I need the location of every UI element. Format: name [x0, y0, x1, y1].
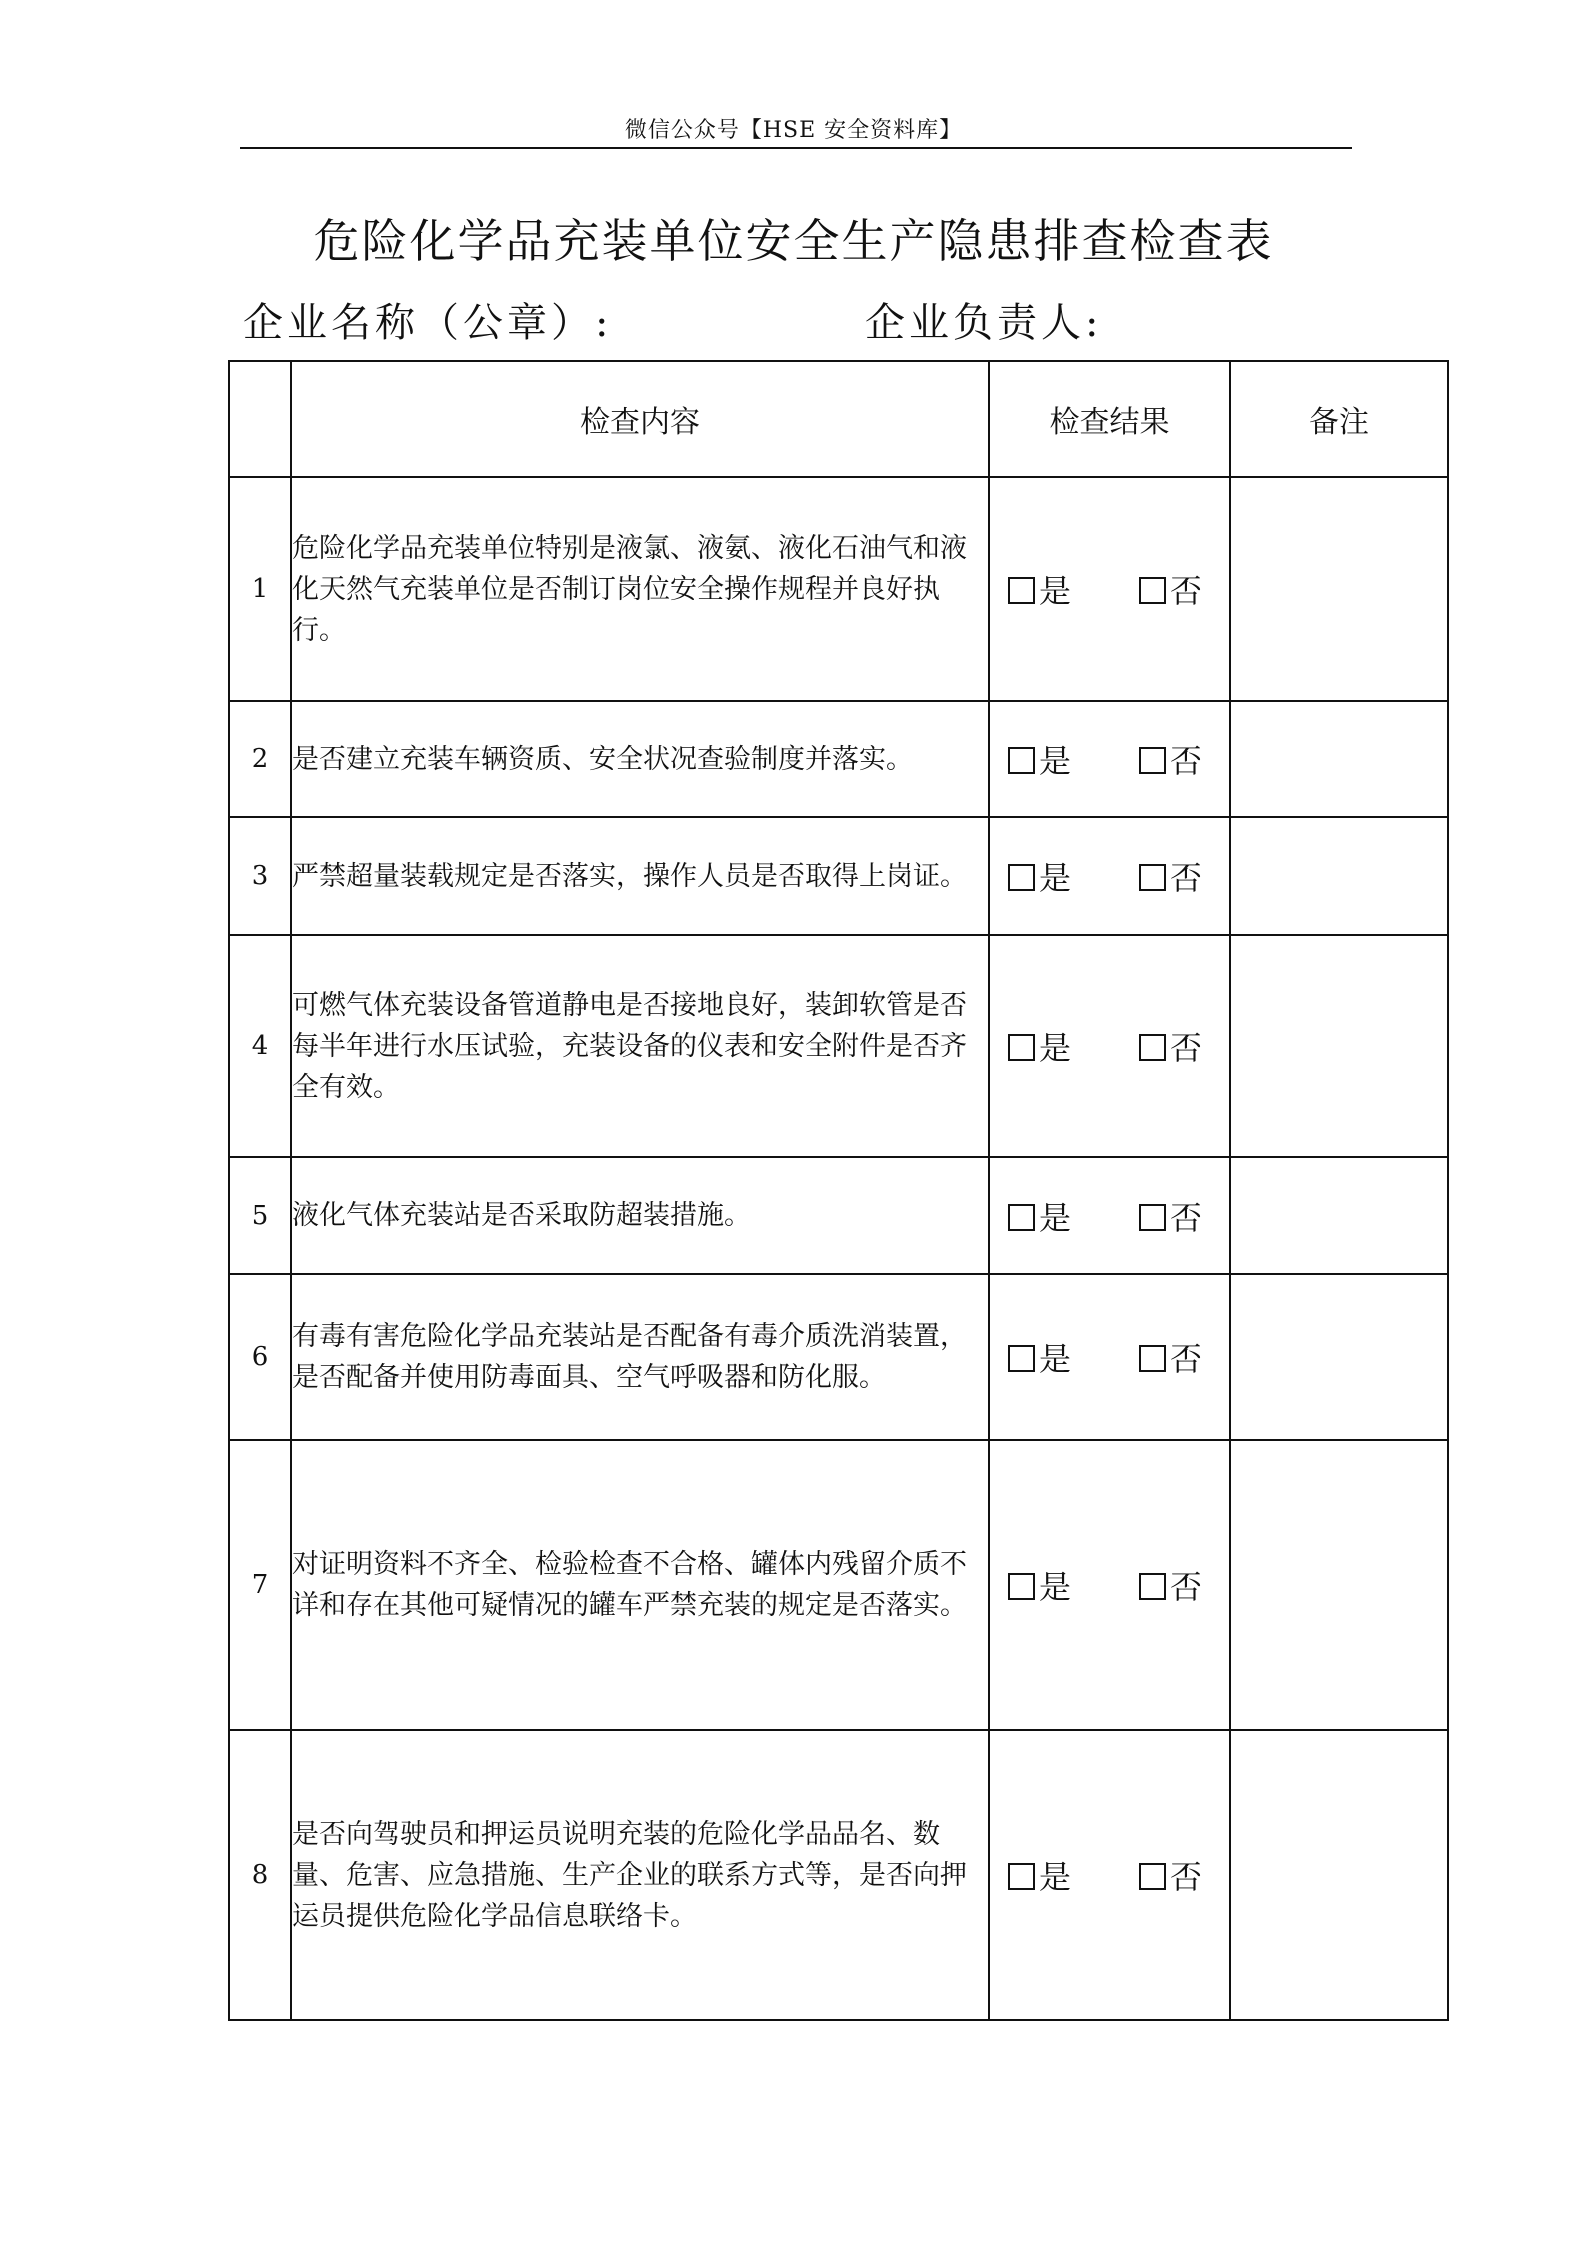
- no-label: 否: [1170, 572, 1203, 610]
- row-number: 2: [229, 701, 291, 817]
- yes-label: 是: [1039, 1340, 1072, 1378]
- row-content: 是否向驾驶员和押运员说明充装的危险化学品品名、数量、危害、应急措施、生产企业的联系方式等，是否向押运员提供危险化学品信息联络卡。: [291, 1730, 989, 2020]
- header-result: 检查结果: [989, 361, 1230, 477]
- row-remark[interactable]: [1230, 817, 1448, 935]
- row-number: 5: [229, 1157, 291, 1274]
- yes-label: 是: [1039, 1029, 1072, 1067]
- row-number: 6: [229, 1274, 291, 1440]
- yes-option[interactable]: [1004, 1562, 1071, 1608]
- yes-checkbox[interactable]: [1008, 1573, 1035, 1600]
- table-row: [229, 477, 1448, 701]
- no-option[interactable]: [1135, 1562, 1202, 1608]
- no-label: 否: [1170, 1029, 1203, 1067]
- yes-option[interactable]: [1004, 1852, 1071, 1898]
- no-checkbox[interactable]: [1139, 1863, 1166, 1890]
- row-result: [989, 1157, 1230, 1274]
- row-number: 4: [229, 935, 291, 1157]
- no-label: 否: [1170, 1568, 1203, 1606]
- no-label: 否: [1170, 1340, 1203, 1378]
- row-result: [989, 817, 1230, 935]
- no-option[interactable]: [1135, 853, 1202, 899]
- yes-checkbox[interactable]: [1008, 577, 1035, 604]
- table-row: [229, 1157, 1448, 1274]
- table-row: [229, 935, 1448, 1157]
- yes-checkbox[interactable]: [1008, 747, 1035, 774]
- no-checkbox[interactable]: [1139, 577, 1166, 604]
- no-checkbox[interactable]: [1139, 747, 1166, 774]
- yes-option[interactable]: [1004, 1023, 1071, 1069]
- table-row: [229, 701, 1448, 817]
- no-label: 否: [1170, 859, 1203, 897]
- row-result: [989, 1274, 1230, 1440]
- row-content: 是否建立充装车辆资质、安全状况查验制度并落实。: [291, 701, 989, 817]
- no-label: 否: [1170, 1858, 1203, 1896]
- no-option[interactable]: [1135, 1334, 1202, 1380]
- no-label: 否: [1170, 742, 1203, 780]
- yes-label: 是: [1039, 742, 1072, 780]
- yes-checkbox[interactable]: [1008, 1345, 1035, 1372]
- row-result: [989, 477, 1230, 701]
- yes-option[interactable]: [1004, 1193, 1071, 1239]
- yes-label: 是: [1039, 1198, 1072, 1237]
- header-rule: [240, 147, 1352, 149]
- row-result: [989, 1730, 1230, 2020]
- row-remark[interactable]: [1230, 1440, 1448, 1730]
- row-result: [989, 701, 1230, 817]
- yes-label: 是: [1039, 572, 1072, 610]
- row-result: [989, 1440, 1230, 1730]
- header-content: 检查内容: [291, 361, 989, 477]
- yes-checkbox[interactable]: [1008, 1204, 1035, 1231]
- company-leader-label: 企业负责人:: [865, 300, 1103, 346]
- yes-checkbox[interactable]: [1008, 864, 1035, 891]
- table-row: [229, 1440, 1448, 1730]
- company-name-label: 企业名称（公章）:: [243, 300, 613, 346]
- table-header-row: [229, 361, 1448, 477]
- row-result: [989, 935, 1230, 1157]
- inspection-table: [228, 360, 1449, 2021]
- yes-option[interactable]: [1004, 566, 1071, 612]
- row-content: 液化气体充装站是否采取防超装措施。: [291, 1157, 989, 1274]
- no-checkbox[interactable]: [1139, 864, 1166, 891]
- yes-label: 是: [1039, 859, 1072, 897]
- table-row: [229, 1730, 1448, 2020]
- no-option[interactable]: [1135, 566, 1202, 612]
- page-header: 微信公众号【HSE 安全资料库】: [624, 118, 963, 143]
- row-remark[interactable]: [1230, 477, 1448, 701]
- row-content: 危险化学品充装单位特别是液氯、液氨、液化石油气和液化天然气充装单位是否制订岗位安全操作规程并良好执行。: [291, 477, 989, 701]
- yes-option[interactable]: [1004, 853, 1071, 899]
- yes-checkbox[interactable]: [1008, 1863, 1035, 1890]
- yes-label: 是: [1039, 1568, 1072, 1606]
- header-number: [229, 361, 291, 477]
- table-row: [229, 817, 1448, 935]
- yes-option[interactable]: [1004, 1334, 1071, 1380]
- yes-option[interactable]: [1004, 736, 1071, 782]
- no-checkbox[interactable]: [1139, 1034, 1166, 1061]
- row-number: 7: [229, 1440, 291, 1730]
- no-option[interactable]: [1135, 1193, 1202, 1239]
- row-content: 有毒有害危险化学品充装站是否配备有毒介质洗消装置，是否配备并使用防毒面具、空气呼吸器和防化服。: [291, 1274, 989, 1440]
- no-option[interactable]: [1135, 1852, 1202, 1898]
- yes-label: 是: [1039, 1858, 1072, 1896]
- no-option[interactable]: [1135, 736, 1202, 782]
- row-remark[interactable]: [1230, 701, 1448, 817]
- no-label: 否: [1170, 1198, 1203, 1237]
- row-number: 3: [229, 817, 291, 935]
- row-remark[interactable]: [1230, 1730, 1448, 2020]
- row-number: 1: [229, 477, 291, 701]
- row-content: 可燃气体充装设备管道静电是否接地良好，装卸软管是否每半年进行水压试验，充装设备的仪表和安全附件是否齐全有效。: [291, 935, 989, 1157]
- no-option[interactable]: [1135, 1023, 1202, 1069]
- table-row: [229, 1274, 1448, 1440]
- row-remark[interactable]: [1230, 1157, 1448, 1274]
- page-title: 危险化学品充装单位安全生产隐患排查检查表: [313, 214, 1274, 268]
- no-checkbox[interactable]: [1139, 1204, 1166, 1231]
- row-remark[interactable]: [1230, 1274, 1448, 1440]
- header-remark: 备注: [1230, 361, 1448, 477]
- row-content: 严禁超量装载规定是否落实，操作人员是否取得上岗证。: [291, 817, 989, 935]
- row-number: 8: [229, 1730, 291, 2020]
- row-remark[interactable]: [1230, 935, 1448, 1157]
- no-checkbox[interactable]: [1139, 1345, 1166, 1372]
- no-checkbox[interactable]: [1139, 1573, 1166, 1600]
- yes-checkbox[interactable]: [1008, 1034, 1035, 1061]
- row-content: 对证明资料不齐全、检验检查不合格、罐体内残留介质不详和存在其他可疑情况的罐车严禁充装的规定是否落实。: [291, 1440, 989, 1730]
